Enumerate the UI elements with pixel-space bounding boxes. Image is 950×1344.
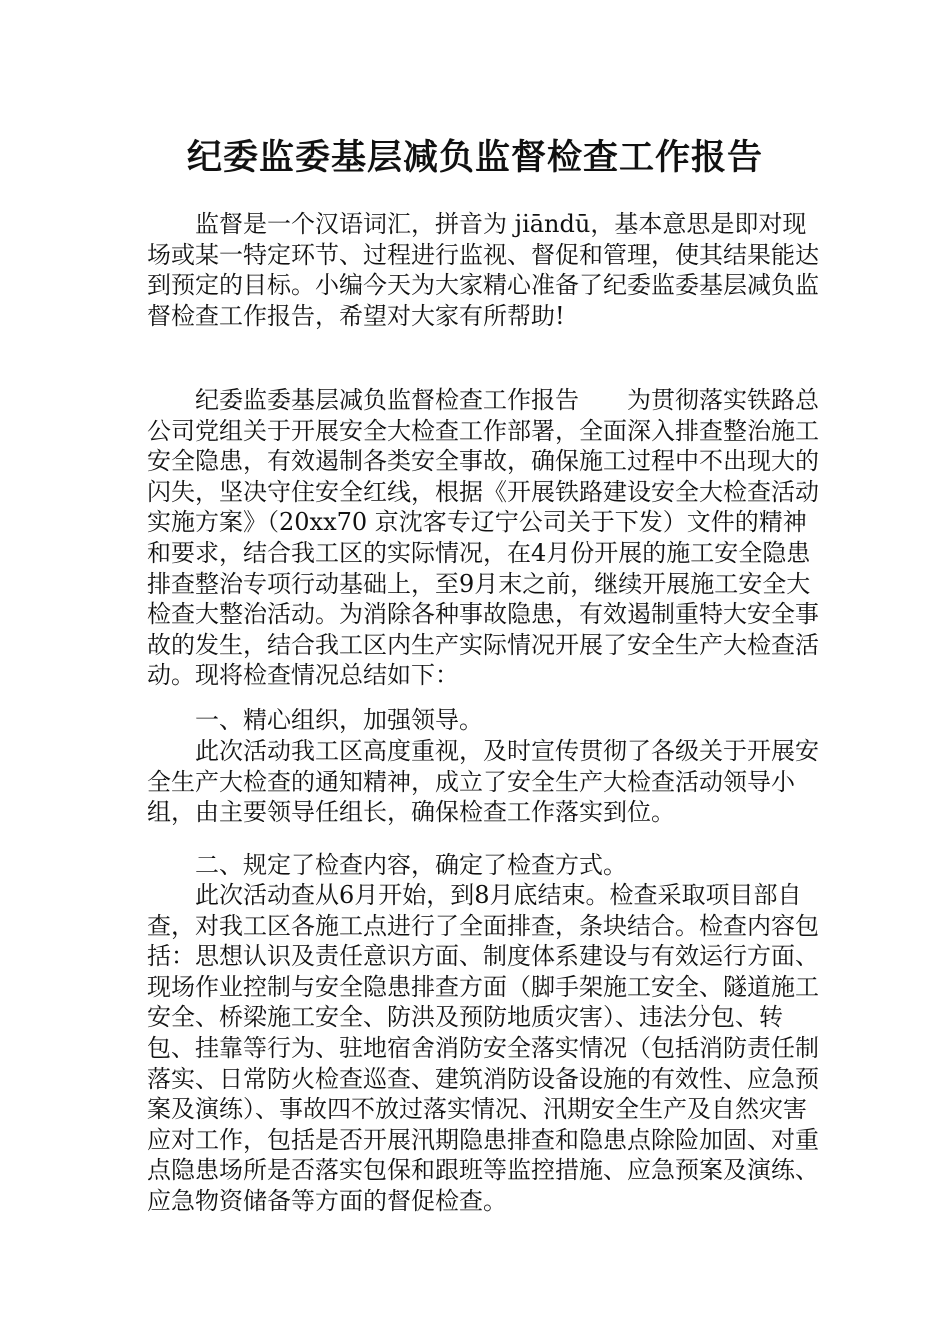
main-paragraph: 纪委监委基层减负监督检查工作报告 为贯彻落实铁路总公司党组关于开展安全大检查工作部署，全面深入排查整治施工安全隐患，有效遏制各类安全事故，确保施工过程中不出现大的闪失，坚决守住安全红线，根据《开展铁路建设安全大检查活动实施方案》（20xx70 京沈客专辽宁公司关于下发）文件的精神和要求，结合我工区的实际情况，在4月份开展的施工安全隐患排查整治专项行动基础上，至9月末之前，继续开展施工安全大检查大整治活动。为消除各种事故隐患，有效遏制重特大安全事故的发生，结合我工区内生产实际情况开展了安全生产大检查活动。现将检查情况总结如下： <box>147 386 819 690</box>
section-heading-1: 一、精心组织，加强领导。 <box>195 706 483 734</box>
intro-paragraph: 监督是一个汉语词汇，拼音为 jiāndū，基本意思是即对现场或某一特定环节、过程进行监视、督促和管理，使其结果能达到预定的目标。小编今天为大家精心准备了纪委监委基层减负监督检查工作报告，希望对大家有所帮助! <box>147 210 819 330</box>
section-body-1: 此次活动我工区高度重视，及时宣传贯彻了各级关于开展安全生产大检查的通知精神，成立了安全生产大检查活动领导小组，由主要领导任组长，确保检查工作落实到位。 <box>147 737 819 827</box>
document-title: 纪委监委基层减负监督检查工作报告 <box>186 137 763 178</box>
section-heading-2: 二、规定了检查内容，确定了检查方式。 <box>195 851 627 879</box>
section-body-2: 此次活动查从6月开始，到8月底结束。检查采取项目部自查，对我工区各施工点进行了全面排查，条块结合。检查内容包括：思想认识及责任意识方面、制度体系建设与有效运行方面、现场作业控制与安全隐患排查方面（脚手架施工安全、隧道施工安全、桥梁施工安全、防洪及预防地质灾害）、违法分包、转包、挂靠等行为、驻地宿舍消防安全落实情况（包括消防责任制落实、日常防火检查巡查、建筑消防设备设施的有效性、应急预案及演练）、事故四不放过落实情况、汛期安全生产及自然灾害应对工作，包括是否开展汛期隐患排查和隐患点除险加固、对重点隐患场所是否落实包保和跟班等监控措施、应急预案及演练、应急物资储备等方面的督促检查。 <box>147 881 819 1215</box>
